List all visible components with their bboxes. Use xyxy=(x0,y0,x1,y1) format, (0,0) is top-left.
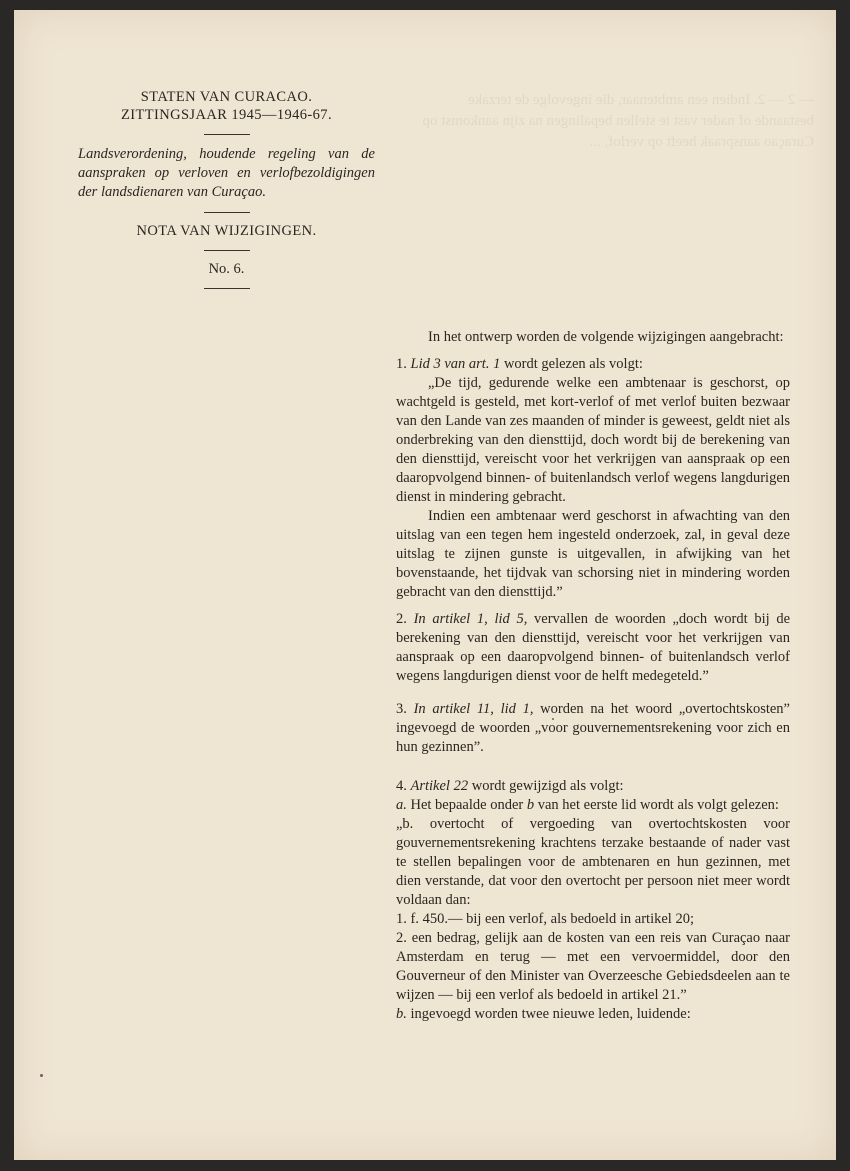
document-page xyxy=(14,10,836,1160)
divider xyxy=(204,212,250,213)
divider xyxy=(204,288,250,289)
sub-label: a. xyxy=(396,797,407,813)
item-4-subitem-2: 2. een bedrag, gelijk aan de kosten van een reis van Curaçao naar Amsterdam en terug — met een vervoermiddel, door den Gouverneur of den Minister van Overzeesche Gebiedsdeelen aan te wijzen — bij een verlof als bedoeld in artikel 21.” xyxy=(396,930,790,1003)
item-number: 2. xyxy=(396,611,407,627)
item-3-paragraph xyxy=(396,700,790,757)
divider xyxy=(204,134,250,135)
document-header xyxy=(74,88,379,299)
item-text: worden na het woord „overtochtskosten” ingevoegd de woorden „voor gouvernementsrekening voor zich en hun gezinnen”. xyxy=(396,701,790,755)
document-number: No. 6. xyxy=(208,261,245,277)
subject-title: Landsverordening, houdende regeling van de aanspraken op verloven en verlofbezoldigingen der landsdienaren van Curaçao. xyxy=(78,146,375,200)
item-4-subitem-1: 1. f. 450.— bij een verlof, als bedoeld in artikel 20; xyxy=(396,911,694,927)
item-number: 1. xyxy=(396,356,407,372)
sub-ref: b xyxy=(526,797,535,813)
item-text: wordt gewijzigd als volgt: xyxy=(468,778,624,794)
document-body xyxy=(396,328,790,1024)
item-2-paragraph xyxy=(396,610,790,686)
divider xyxy=(204,250,250,251)
item-number: 4. xyxy=(396,778,407,794)
paper-speck xyxy=(40,1074,43,1077)
header-line-2: ZITTINGSJAAR 1945—1946-67. xyxy=(121,107,332,123)
item-reference: In artikel 1, lid 5, xyxy=(413,611,528,627)
sub-text: Het bepaalde onder xyxy=(406,797,527,813)
item-4-b-quote: „b. overtocht of vergoeding van overtochtskosten voor gouvernementsrekening krachtens terzake bestaande of nader vast te stellen bepalingen voor de ambtenaren en hun gezinnen, met dien verstande, dat voor den overtocht per persoon niet meer wordt voldaan dan: xyxy=(396,816,790,908)
intro-paragraph: In het ontwerp worden de volgende wijzigingen aangebracht: xyxy=(428,329,784,345)
item-4-sub-a xyxy=(396,796,790,815)
item-reference: Lid 3 van art. 1 xyxy=(410,356,501,372)
item-1-quote-p2: Indien een ambtenaar werd geschorst in afwachting van den uitslag van een tegen hem ingesteld onderzoek, zal, in geval deze uitslag te zijnen gunste is uitgevallen, in afwijking van het bovenstaande, het tijdvak van schorsing niet in mindering worden gebracht van den diensttijd.” xyxy=(396,508,790,600)
item-1-heading xyxy=(396,355,790,374)
item-text: vervallen de woorden „doch wordt bij de berekening van den diensttijd, vereischt voor het verkrijgen van aanspraak op een daaropvolgend binnen- of buitenlandsch verlof wegens langdurigen dienst voor de helft medegeteld.” xyxy=(396,611,791,684)
bleed-through-text: — 2 — 2. Indien een ambtenaar, die ingevolge de terzake bestaande of nader vast te stellen bepalingen na zijn aankomst op Curaçao aanspraak heeft op verlof, ... xyxy=(422,92,814,150)
sub-text: ingevoegd worden twee nieuwe leden, luidende: xyxy=(406,1006,691,1022)
item-text: wordt gelezen als volgt: xyxy=(500,356,643,372)
sub-label: b. xyxy=(396,1006,407,1022)
item-4-heading xyxy=(396,777,790,796)
item-4-sub-b xyxy=(396,1005,790,1024)
item-reference: Artikel 22 xyxy=(410,778,469,794)
item-reference: In artikel 11, lid 1, xyxy=(413,701,534,717)
item-number: 3. xyxy=(396,701,407,717)
item-1-quote-p1: „De tijd, gedurende welke een ambtenaar is geschorst, op wachtgeld is gesteld, met kort-verlof of met verlof buiten bezwaar van den Lande van zes maanden of minder is geweest, geldt niet als onderbreking van den diensttijd, doch wordt bij de berekening van den diensttijd, vereischt voor het verkrijgen van aanspraak op een daaropvolgend binnen- of buitenlandsch verlof wegens langdurigen dienst in mindering gebracht. xyxy=(396,375,790,505)
header-line-1: STATEN VAN CURACAO. xyxy=(140,89,313,105)
paper-speck xyxy=(552,718,554,720)
sub-text: van het eerste lid wordt als volgt gelezen: xyxy=(534,797,779,813)
nota-heading: NOTA VAN WIJZIGINGEN. xyxy=(136,223,317,239)
